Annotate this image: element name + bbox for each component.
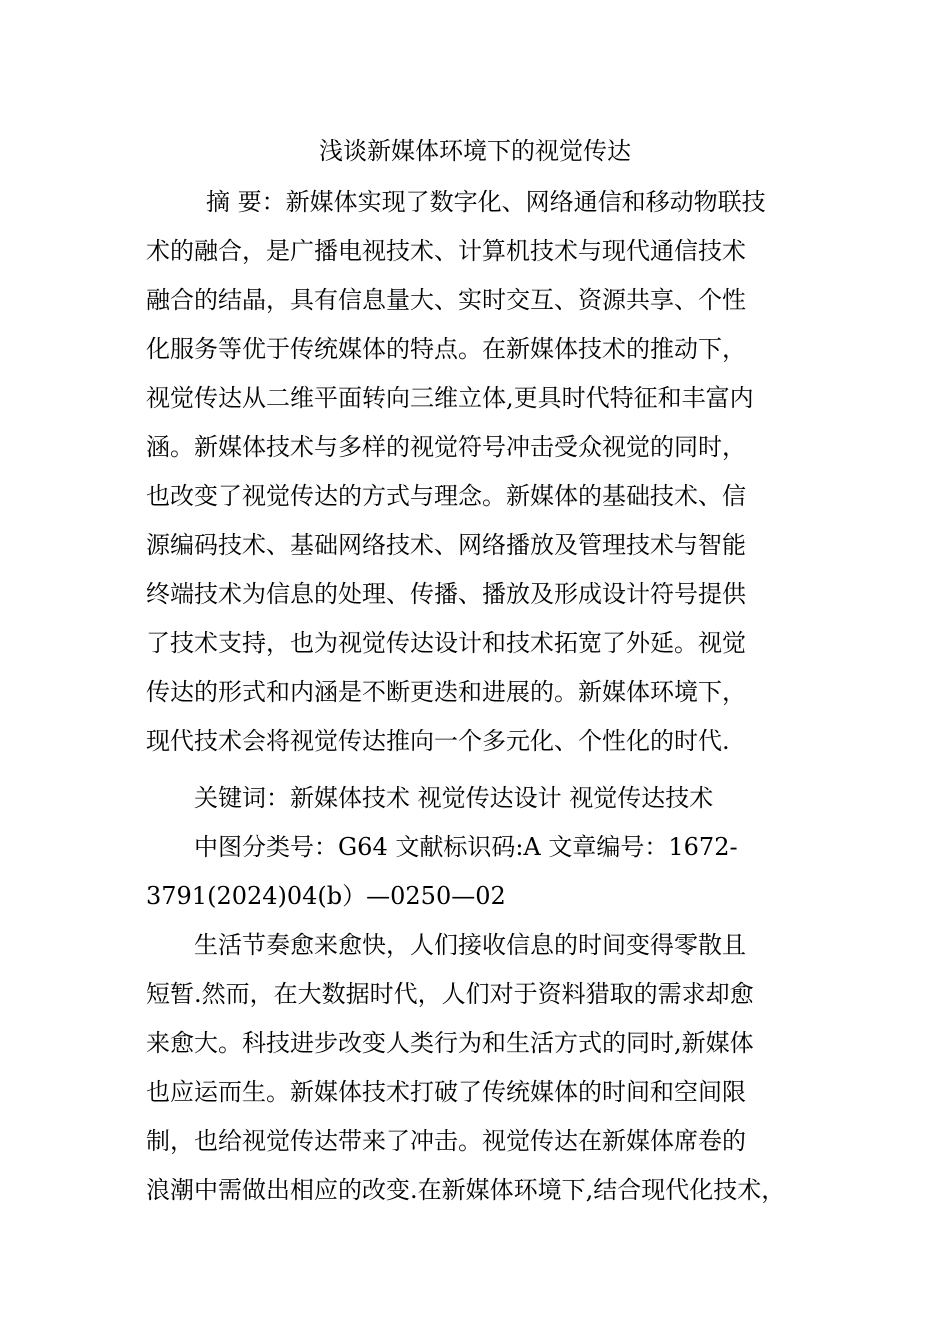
document-title: 浅谈新媒体环境下的视觉传达 — [319, 137, 631, 165]
body-line: 短暂.然而，在大数据时代，人们对于资料猎取的需求却愈 — [146, 980, 754, 1008]
classification-line: 中图分类号：G64 文献标识码:A 文章编号：1672- — [194, 833, 738, 861]
abstract-line: 源编码技术、基础网络技术、网络播放及管理技术与智能 — [146, 531, 746, 559]
body-line: 制，也给视觉传达带来了冲击。视觉传达在新媒体席卷的 — [146, 1127, 746, 1155]
body-paragraph — [146, 921, 811, 1215]
abstract-line: 融合的结晶，具有信息量大、实时交互、资源共享、个性 — [146, 286, 746, 314]
abstract-line: 了技术支持，也为视觉传达设计和技术拓宽了外延。视觉 — [146, 629, 746, 657]
abstract-paragraph — [146, 178, 811, 766]
abstract-line: 涵。新媒体技术与多样的视觉符号冲击受众视觉的同时， — [146, 433, 746, 461]
body-line: 浪潮中需做出相应的改变.在新媒体环境下,结合现代化技术， — [146, 1176, 786, 1204]
abstract-line: 术的融合，是广播电视技术、计算机技术与现代通信技术 — [146, 237, 746, 265]
classification-paragraph — [146, 823, 811, 921]
abstract-line: 视觉传达从二维平面转向三维立体,更具时代特征和丰富内 — [146, 384, 754, 412]
abstract-line: 传达的形式和内涵是不断更迭和进展的。新媒体环境下， — [146, 678, 746, 706]
abstract-line: 终端技术为信息的处理、传播、播放及形成设计符号提供 — [146, 580, 746, 608]
keywords-paragraph — [146, 774, 811, 823]
abstract-line: 也改变了视觉传达的方式与理念。新媒体的基础技术、信 — [146, 482, 746, 510]
body-line: 也应运而生。新媒体技术打破了传统媒体的时间和空间限 — [146, 1078, 746, 1106]
body-line: 来愈大。科技进步改变人类行为和生活方式的同时,新媒体 — [146, 1029, 754, 1057]
abstract-line: 现代技术会将视觉传达推向一个多元化、个性化的时代. — [146, 727, 730, 755]
body-line: 生活节奏愈来愈快，人们接收信息的时间变得零散且 — [194, 931, 746, 959]
abstract-line: 化服务等优于传统媒体的特点。在新媒体技术的推动下， — [146, 335, 746, 363]
abstract-line: 摘 要：新媒体实现了数字化、网络通信和移动物联技 — [206, 188, 766, 216]
classification-line: 3791(2024)04(b）—0250—02 — [146, 882, 506, 910]
keywords-line: 关键词：新媒体技术 视觉传达设计 视觉传达技术 — [194, 784, 714, 812]
